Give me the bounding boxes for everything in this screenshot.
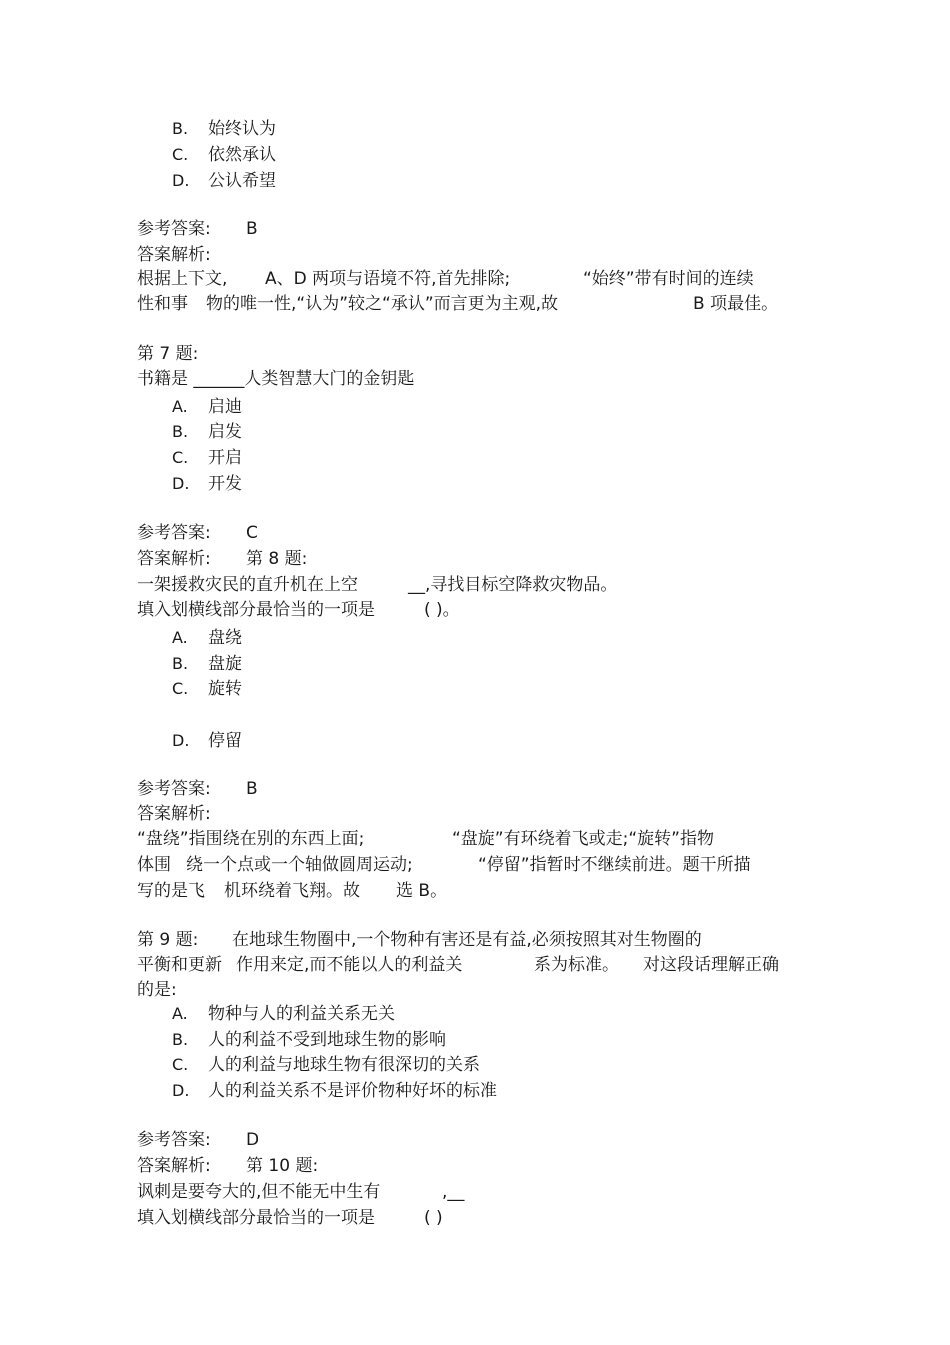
q10-stem-line1b: ,__ — [442, 1182, 465, 1202]
q8-option-d-letter: D. — [172, 731, 190, 750]
q7-option-a-text: 启迪 — [208, 397, 242, 417]
q9-stem-line1: 在地球生物圈中,一个物种有害还是有益,必须按照其对生物圈的 — [232, 930, 702, 950]
q7-option-d-letter: D. — [172, 474, 190, 493]
q9-stem-line2d: 对这段话理解正确 — [643, 955, 779, 975]
q7-option-b-text: 启发 — [208, 422, 242, 442]
q9-option-a-text: 物种与人的利益关系无关 — [208, 1004, 395, 1024]
q6-option-c-letter: C. — [172, 145, 189, 164]
q8-stem-line2a: 填入划横线部分最恰当的一项是 — [137, 600, 375, 620]
q9-answer-value: D — [246, 1130, 260, 1150]
q6-analysis-label: 答案解析: — [137, 245, 211, 265]
q6-option-d-text: 公认希望 — [208, 171, 276, 191]
q8-option-a-letter: A. — [172, 628, 188, 647]
q6-option-b-letter: B. — [172, 119, 189, 138]
q9-option-c-letter: C. — [172, 1055, 189, 1074]
q8-option-d-text: 停留 — [208, 731, 242, 751]
q6-analysis-line1b: A、D 两项与语境不符,首先排除; — [265, 269, 511, 289]
q10-title: 第 10 题: — [246, 1156, 319, 1176]
q9-option-a-letter: A. — [172, 1004, 188, 1023]
q6-option-c-text: 依然承认 — [208, 145, 276, 165]
q7-stem: 书籍是 ______人类智慧大门的金钥匙 — [137, 369, 415, 389]
q8-option-a-text: 盘绕 — [208, 628, 242, 648]
q8-analysis-line1b: “盘旋”有环绕着飞或走;“旋转”指物 — [452, 829, 714, 849]
q8-answer-value: B — [246, 779, 258, 799]
q9-option-c-text: 人的利益与地球生物有很深切的关系 — [208, 1055, 480, 1075]
q10-stem-line1a: 讽刺是要夸大的,但不能无中生有 — [137, 1182, 381, 1202]
q6-option-b-text: 始终认为 — [208, 119, 276, 139]
q6-answer-label: 参考答案: — [137, 219, 211, 239]
q8-option-b-letter: B. — [172, 654, 189, 673]
q8-analysis-line2b: 绕一个点或一个轴做圆周运动; — [186, 855, 413, 875]
q9-option-d-letter: D. — [172, 1081, 190, 1100]
q8-stem-line1b: __,寻找目标空降救灾物品。 — [408, 575, 618, 595]
q8-option-c-letter: C. — [172, 679, 189, 698]
q7-option-d-text: 开发 — [208, 474, 242, 494]
q8-stem-line2b: ( )。 — [424, 600, 460, 620]
q7-option-a-letter: A. — [172, 397, 188, 416]
q6-analysis-line2a: 性和事 — [137, 294, 188, 314]
q9-stem-line2a: 平衡和更新 — [137, 955, 222, 975]
q7-title: 第 7 题: — [137, 344, 199, 364]
q7-analysis-label: 答案解析: — [137, 549, 211, 569]
q9-option-d-text: 人的利益关系不是评价物种好坏的标准 — [208, 1081, 497, 1101]
q9-answer-label: 参考答案: — [137, 1130, 211, 1150]
q7-answer-label: 参考答案: — [137, 523, 211, 543]
q8-option-c-text: 旋转 — [208, 679, 242, 699]
q8-analysis-line1a: “盘绕”指围绕在别的东西上面; — [137, 829, 365, 849]
q9-stem-line2b: 作用来定,而不能以人的利益关 — [236, 955, 463, 975]
q6-analysis-line2c: B 项最佳。 — [693, 294, 779, 314]
q6-analysis-line1a: 根据上下文, — [137, 269, 228, 289]
q8-analysis-line3c: 选 B。 — [396, 881, 448, 901]
q8-analysis-label: 答案解析: — [137, 804, 211, 824]
q8-title: 第 8 题: — [246, 549, 308, 569]
q6-analysis-line1c: “始终”带有时间的连续 — [583, 269, 754, 289]
q9-title: 第 9 题: — [137, 930, 199, 950]
q8-analysis-line2a: 体围 — [137, 855, 171, 875]
q7-option-b-letter: B. — [172, 422, 189, 441]
q7-answer-value: C — [246, 523, 258, 543]
q8-analysis-line3b: 机环绕着飞翔。故 — [224, 881, 360, 901]
q9-option-b-text: 人的利益不受到地球生物的影响 — [208, 1030, 446, 1050]
q9-option-b-letter: B. — [172, 1030, 189, 1049]
q8-analysis-line2c: “停留”指暂时不继续前进。题干所描 — [478, 855, 751, 875]
q8-answer-label: 参考答案: — [137, 779, 211, 799]
q9-stem-line2c: 系为标准。 — [534, 955, 619, 975]
q7-option-c-letter: C. — [172, 448, 189, 467]
q8-option-b-text: 盘旋 — [208, 654, 242, 674]
q9-analysis-label: 答案解析: — [137, 1156, 211, 1176]
q9-stem-line3: 的是: — [137, 980, 177, 1000]
q8-analysis-line3a: 写的是飞 — [137, 881, 205, 901]
q10-stem-line2b: ( ) — [424, 1208, 443, 1228]
q6-answer-value: B — [246, 219, 258, 239]
q6-option-d-letter: D. — [172, 171, 190, 190]
q10-stem-line2a: 填入划横线部分最恰当的一项是 — [137, 1208, 375, 1228]
q8-stem-line1a: 一架援救灾民的直升机在上空 — [137, 575, 358, 595]
q6-analysis-line2b: 物的唯一性,“认为”较之“承认”而言更为主观,故 — [206, 294, 559, 314]
q7-option-c-text: 开启 — [208, 448, 242, 468]
